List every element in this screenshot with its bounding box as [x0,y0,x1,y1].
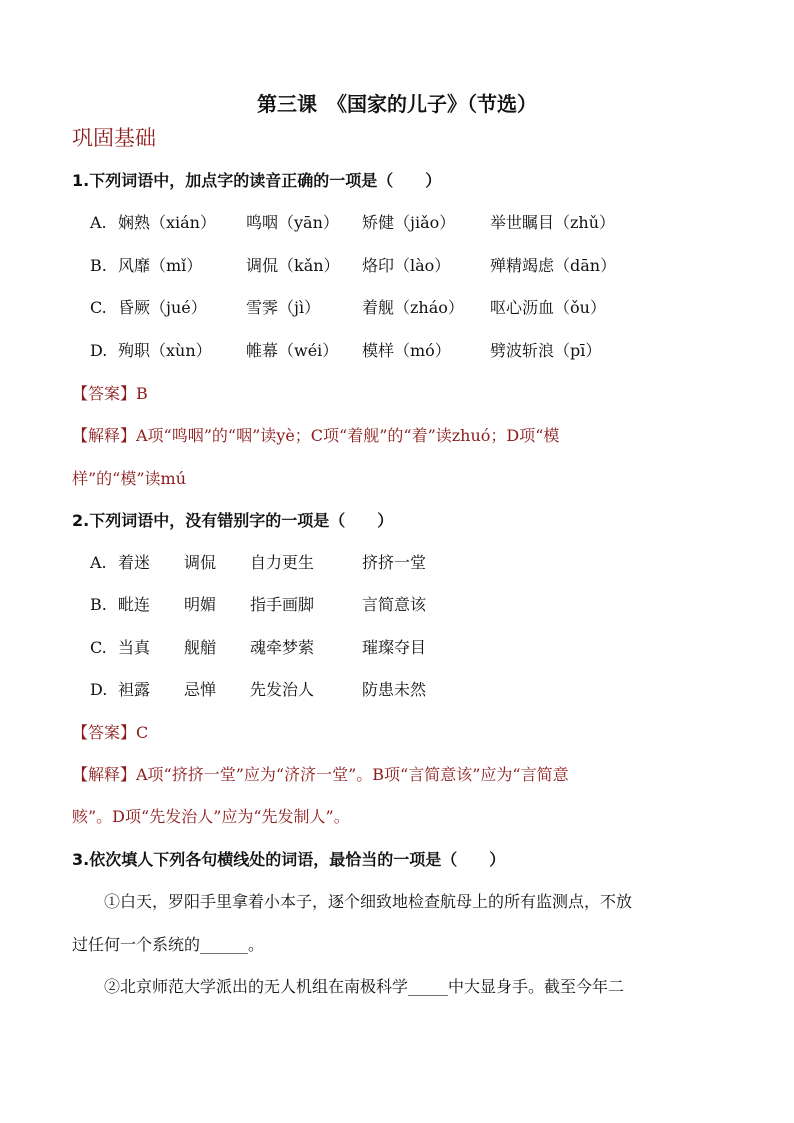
option-letter: A. [90,213,107,232]
q3-stem: 3.依次填人下列各句横线处的词语，最恰当的一项是（ ） [72,850,506,869]
q2-answer: 【答案】C [72,723,149,742]
option-term: 昏厥（jué） [118,298,207,317]
option-term: 舰艏 [184,638,217,657]
option-term: 挤挤一堂 [362,553,427,572]
option-letter: B. [90,256,107,275]
q2-explanation-line-1: 【解释】A项“挤挤一堂”应为“济济一堂”。B项“言简意该”应为“言简意 [72,765,569,784]
option-term: 言简意该 [362,595,427,614]
q3-sentence-1-line-2: 过任何一个系统的______。 [72,935,265,954]
option-term: 袒露 [118,680,151,699]
q2-explanation-line-2: 赅”。D项“先发治人”应为“先发制人”。 [72,807,350,826]
option-term: 明媚 [184,595,217,614]
option-term: 毗连 [118,595,151,614]
option-term: 调侃 [184,553,217,572]
option-letter: D. [90,680,108,699]
option-term: 娴熟（xián） [118,213,216,232]
q1-explanation-line-1: 【解释】A项“鸣咽”的“咽”读yè；C项“着舰”的“着”读zhuó；D项“模 [72,426,560,445]
option-term: 烙印（lào） [362,256,451,275]
option-term: 魂牵梦萦 [250,638,315,657]
q3-sentence-1-line-1: ①白天，罗阳手里拿着小本子，逐个细致地检查航母上的所有监测点，不放 [104,892,633,911]
option-term: 着舰（zháo） [362,298,464,317]
option-term: 劈波斩浪（pī） [490,341,602,360]
option-term: 调侃（kǎn） [246,256,340,275]
option-term: 风靡（mǐ） [118,256,203,275]
option-letter: A. [90,553,107,572]
option-term: 帷幕（wéi） [246,341,339,360]
option-letter: B. [90,595,107,614]
option-term: 忌惮 [184,680,217,699]
option-term: 防患未然 [362,680,427,699]
option-term: 璀璨夺目 [362,638,427,657]
option-term: 雪霁（jì） [246,298,321,317]
q1-stem: 1.下列词语中，加点字的读音正确的一项是（ ） [72,171,442,190]
option-term: 举世瞩目（zhǔ） [490,213,616,232]
option-term: 着迷 [118,553,151,572]
option-letter: C. [90,638,107,657]
option-term: 先发治人 [250,680,315,699]
section-heading: 巩固基础 [72,126,156,150]
q1-answer [72,383,148,405]
option-term: 自力更生 [250,553,315,572]
option-term: 呕心沥血（ǒu） [490,298,606,317]
q2-stem: 2.下列词语中，没有错别字的一项是（ ） [72,511,394,530]
option-term: 指手画脚 [250,595,315,614]
option-term: 殚精竭虑（dān） [490,256,617,275]
q1-explanation-line-2: 样”的“模”读mú [72,469,187,488]
option-term: 矫健（jiǎo） [362,213,456,232]
option-term: 鸣咽（yān） [246,213,339,232]
option-letter: C. [90,298,107,317]
option-term: 当真 [118,638,151,657]
option-term: 模样（mó） [362,341,451,360]
option-letter: D. [90,341,108,360]
q3-sentence-2-line-1: ②北京师范大学派出的无人机组在南极科学_____中大显身手。截至今年二 [104,977,625,996]
page-title: 第三课 《国家的儿子》（节选） [257,92,537,116]
q1-answer-text: 【答案】B [72,384,148,403]
option-term: 殉职（xùn） [118,341,212,360]
